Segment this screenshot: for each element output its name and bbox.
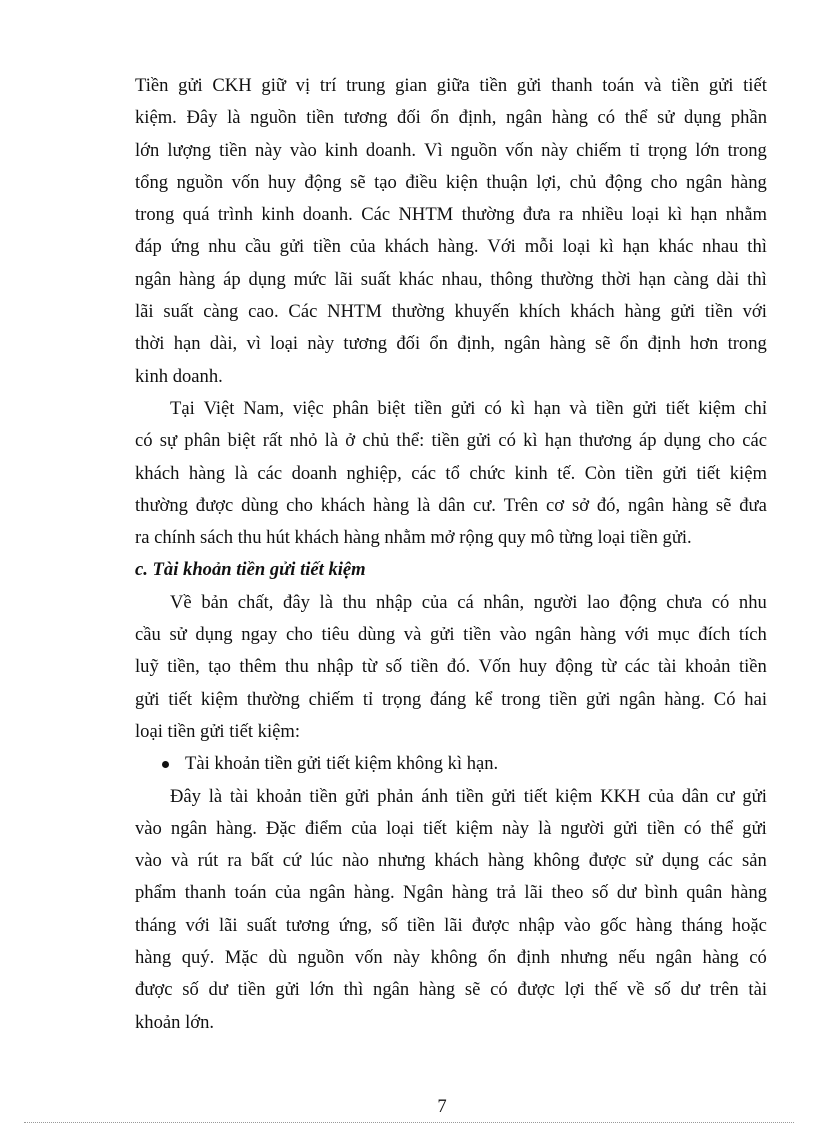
bullet-item: [135, 748, 767, 780]
text-line: ngân hàng áp dụng mức lãi suất khác nhau, thông thường thời hạn càng dài thì: [135, 268, 767, 290]
text-line: Tiền gửi CKH giữ vị trí trung gian giữa tiền gửi thanh toán và tiền gửi tiết: [135, 75, 767, 96]
text-line: đáp ứng nhu cầu gửi tiền của khách hàng. Với mỗi loại kì hạn khác nhau thì: [135, 236, 767, 258]
paragraph-4: [135, 781, 767, 1039]
text-line: lớn lượng tiền này vào kinh doanh. Vì nguồn vốn này chiếm tỉ trọng lớn trong: [135, 139, 767, 161]
text-line: hàng quý. Mặc dù nguồn vốn này không ổn định nhưng nếu ngân hàng có: [135, 947, 767, 969]
text-line: thời hạn dài, vì loại này tương đối ổn định, ngân hàng sẽ ổn định hơn trong: [135, 333, 767, 355]
text-line: lãi suất càng cao. Các NHTM thường khuyến khích khách hàng gửi tiền với: [135, 301, 767, 323]
text-line: loại tiền gửi tiết kiệm:: [135, 720, 300, 742]
text-line: thường được dùng cho khách hàng là dân cư. Trên cơ sở đó, ngân hàng sẽ đưa: [135, 494, 767, 516]
text-line: tổng nguồn vốn huy động sẽ tạo điều kiện thuận lợi, chủ động cho ngân hàng: [135, 171, 767, 193]
text-line: tháng với lãi suất tương ứng, số tiền lãi được nhập vào gốc hàng tháng hoặc: [135, 914, 767, 936]
paragraph-3: [135, 587, 767, 748]
section-heading-c: c. Tài khoản tiền gửi tiết kiệm: [135, 559, 366, 581]
text-line: vào và rút ra bất cứ lúc nào nhưng khách hàng không được sử dụng các sản: [135, 850, 767, 872]
paragraph-2: [135, 393, 767, 554]
text-line: cầu sử dụng ngay cho tiêu dùng và gửi tiền vào ngân hàng với mục đích tích: [135, 624, 767, 646]
text-line: Về bản chất, đây là thu nhập của cá nhân, người lao động chưa có nhu: [170, 591, 767, 613]
text-line: ra chính sách thu hút khách hàng nhằm mở rộng quy mô từng loại tiền gửi.: [135, 527, 692, 549]
page-number: 7: [437, 1096, 447, 1117]
text-line: luỹ tiền, tạo thêm thu nhập từ số tiền đó. Vốn huy động từ các tài khoản tiền: [135, 656, 767, 678]
text-line: Đây là tài khoản tiền gửi phản ánh tiền gửi tiết kiệm KKH của dân cư gửi: [170, 785, 767, 807]
text-line: được số dư tiền gửi lớn thì ngân hàng sẽ có được lợi thế về số dư trên tài: [135, 979, 767, 1001]
bullet-icon: [162, 761, 169, 768]
text-line: trong quá trình kinh doanh. Các NHTM thường đưa ra nhiều loại kì hạn nhằm: [135, 204, 767, 226]
paragraph-1: [135, 70, 767, 393]
text-line: Tại Việt Nam, việc phân biệt tiền gửi có kì hạn và tiền gửi tiết kiệm chỉ: [170, 397, 767, 419]
text-line: kinh doanh.: [135, 365, 223, 387]
text-line: phẩm thanh toán của ngân hàng. Ngân hàng trả lãi theo số dư bình quân hàng: [135, 882, 767, 904]
text-line: vào ngân hàng. Đặc điểm của loại tiết kiệm này là người gửi tiền có thể gửi: [135, 817, 767, 839]
text-line: gửi tiết kiệm thường chiếm tỉ trọng đáng kể trong tiền gửi ngân hàng. Có hai: [135, 688, 767, 710]
text-line: khách hàng là các doanh nghiệp, các tổ chức kinh tế. Còn tiền gửi tiết kiệm: [135, 462, 767, 484]
text-line: khoản lớn.: [135, 1011, 215, 1033]
text-line: có sự phân biệt rất nhỏ là ở chủ thể: tiền gửi có kì hạn thương áp dụng cho các: [135, 430, 767, 452]
bullet-text: Tài khoản tiền gửi tiết kiệm không kì hạn.: [185, 753, 499, 775]
text-line: kiệm. Đây là nguồn tiền tương đối ổn định, ngân hàng có thể sử dụng phần: [135, 107, 767, 129]
document-body: [135, 70, 767, 1039]
